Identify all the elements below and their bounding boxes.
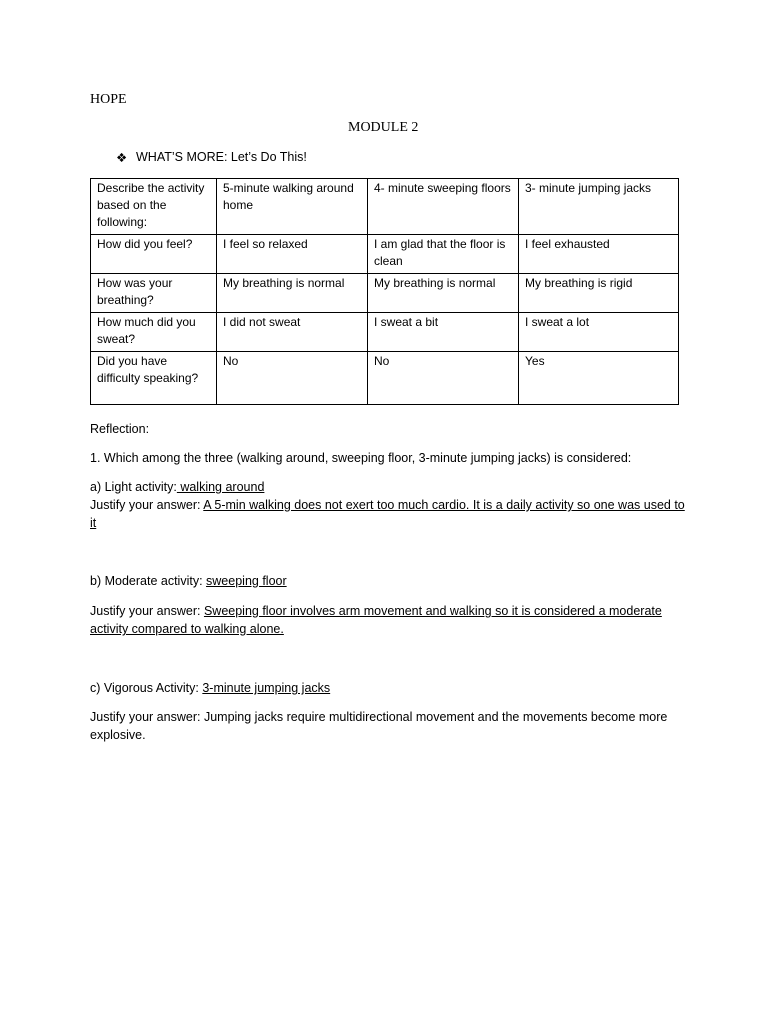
reflection-heading: Reflection: (90, 422, 150, 436)
table-cell: 3- minute jumping jacks (519, 179, 679, 235)
table-cell: I am glad that the floor is clean (368, 235, 519, 274)
vigorous-justification (90, 708, 690, 744)
answer-value: sweeping floor (206, 574, 287, 588)
answer-value: 3-minute jumping jacks (202, 681, 331, 695)
table-cell: My breathing is rigid (519, 274, 679, 313)
table-row (91, 274, 679, 313)
table-cell: I feel so relaxed (217, 235, 368, 274)
justify-label: Justify your answer: (90, 710, 201, 724)
table-cell: 4- minute sweeping floors (368, 179, 519, 235)
table-row (91, 313, 679, 352)
table-cell: I sweat a bit (368, 313, 519, 352)
section-title: WHAT’S MORE: Let’s Do This! (136, 150, 307, 164)
activity-table (90, 178, 679, 405)
table-cell: I sweat a lot (519, 313, 679, 352)
table-cell: My breathing is normal (368, 274, 519, 313)
reflection-question: 1. Which among the three (walking around, sweeping floor, 3-minute jumping jacks) is considered: (90, 451, 632, 465)
table-row (91, 235, 679, 274)
table-cell: I feel exhausted (519, 235, 679, 274)
module-title: MODULE 2 (348, 120, 419, 135)
light-justification (90, 496, 690, 532)
answer-label: b) Moderate activity: (90, 574, 203, 588)
justify-text: A 5-min walking does not exert too much cardio. It is a daily activity so one was used to it (90, 498, 685, 530)
table-cell: How much did you sweat? (91, 313, 217, 352)
table-cell: No (368, 352, 519, 405)
answer-label: a) Light activity: (90, 480, 177, 494)
table-cell: I did not sweat (217, 313, 368, 352)
vigorous-activity-line (90, 679, 690, 697)
table-cell: How was your breathing? (91, 274, 217, 313)
answer-label: c) Vigorous Activity: (90, 681, 199, 695)
light-activity-line (90, 478, 690, 496)
justify-text: Jumping jacks require multidirectional movement and the movements become more explosive. (90, 710, 668, 742)
table-cell: Describe the activity based on the following: (91, 179, 217, 235)
justify-label: Justify your answer: (90, 604, 201, 618)
table-cell: My breathing is normal (217, 274, 368, 313)
justify-label: Justify your answer: (90, 498, 201, 512)
table-cell: Did you have difficulty speaking? (91, 352, 217, 405)
moderate-justification (90, 602, 690, 638)
table-header-row (91, 179, 679, 235)
justify-text: Sweeping floor involves arm movement and walking so it is considered a moderate activity compared to walking alone. (90, 604, 662, 636)
table-row (91, 352, 679, 405)
table-cell: 5-minute walking around home (217, 179, 368, 235)
table-cell: No (217, 352, 368, 405)
table-cell: Yes (519, 352, 679, 405)
table-cell: How did you feel? (91, 235, 217, 274)
moderate-activity-line (90, 572, 690, 590)
diamond-bullet-icon: ❖ (116, 151, 128, 165)
answer-value: walking around (176, 480, 265, 494)
subject-title: HOPE (90, 92, 127, 107)
